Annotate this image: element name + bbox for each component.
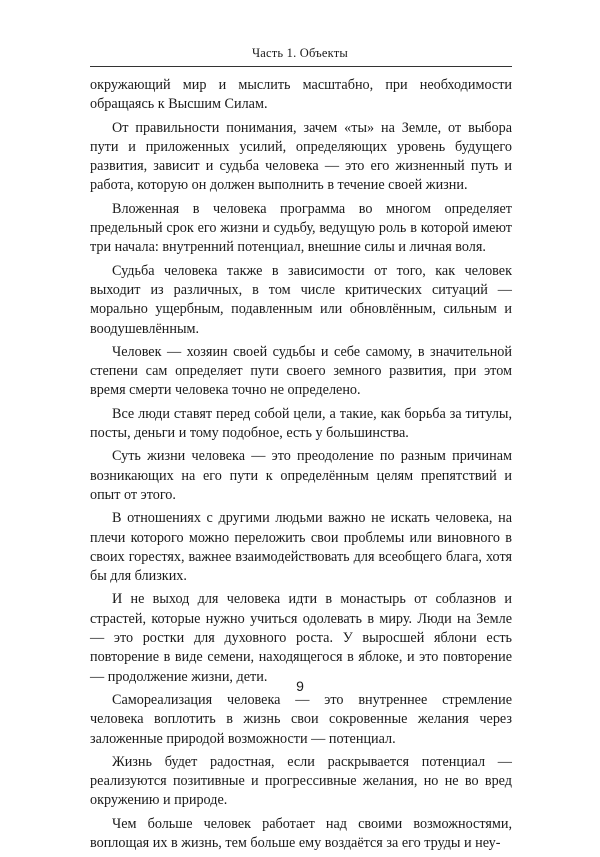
paragraph: Суть жизни человека — это преодоление по разным причинам возникающих на его пути к определённым целям препятствий и опыт от этого. [90, 448, 512, 503]
paragraph: Жизнь будет радостная, если раскрывается потенциал — реализуются позитивные и прогрессивные желания, но не во вред окружению и природе. [90, 753, 512, 809]
page-number: 9 [296, 678, 304, 694]
paragraph: От правильности понимания, зачем «ты» на Земле, от выбора пути и приложенных усилий, определяющих уровень будущего развития, зависит и судьба человека — это его жизненный путь и работа, которую он должен выполнить в течение своей жизни. [90, 119, 512, 194]
body-text [90, 76, 512, 857]
paragraph: И не выход для человека идти в монастырь от соблазнов и страстей, которые нужно учиться одолевать в миру. Люди на Земле — это ростки для духовного роста. У выросшей яблони есть повторение в виде семени, находящегося в яблоке, и это повторение — продолжение жизни, дети. [90, 591, 512, 685]
header-rule [90, 66, 512, 67]
running-header: Часть 1. Объекты [251, 46, 349, 60]
paragraph: Судьба человека также в зависимости от того, как человек выходит из различных, в том числе критических ситуаций — морально ущербным, подавленным или обновлённым, сильным и воодушевлённым. [90, 262, 512, 337]
paragraph: Самореализация человека — это внутреннее стремление человека воплотить в жизнь свои сокровенные желания через заложенные природой возможности — потенциал. [90, 691, 512, 747]
paragraph-continued: окружающий мир и мыслить масштабно, при необходимости обращаясь к Высшим Силам. [90, 77, 512, 113]
paragraph: Вложенная в человека программа во многом определяет предельный срок его жизни и судьбу, ведущую роль в которой имеют три начала: внутренний потенциал, внешние силы и личная воля. [90, 200, 512, 256]
paragraph: Чем больше человек работает над своими возможностями, воплощая их в жизнь, тем больше ему воздаётся за его труды и неу- [90, 815, 512, 851]
paragraph: В отношениях с другими людьми важно не искать человека, на плечи которого можно переложить свои проблемы или виновного в своих горестях, важнее взаимодействовать для всеобщего блага, хотя бы для близких. [90, 510, 512, 585]
paragraph: Все люди ставят перед собой цели, а такие, как борьба за титулы, посты, деньги и тому подобное, есть у большинства. [90, 405, 512, 442]
paragraph: Человек — хозяин своей судьбы и себе самому, в значительной степени сам определяет пути своего земного развития, при этом время смерти человека точно не определено. [90, 343, 512, 399]
